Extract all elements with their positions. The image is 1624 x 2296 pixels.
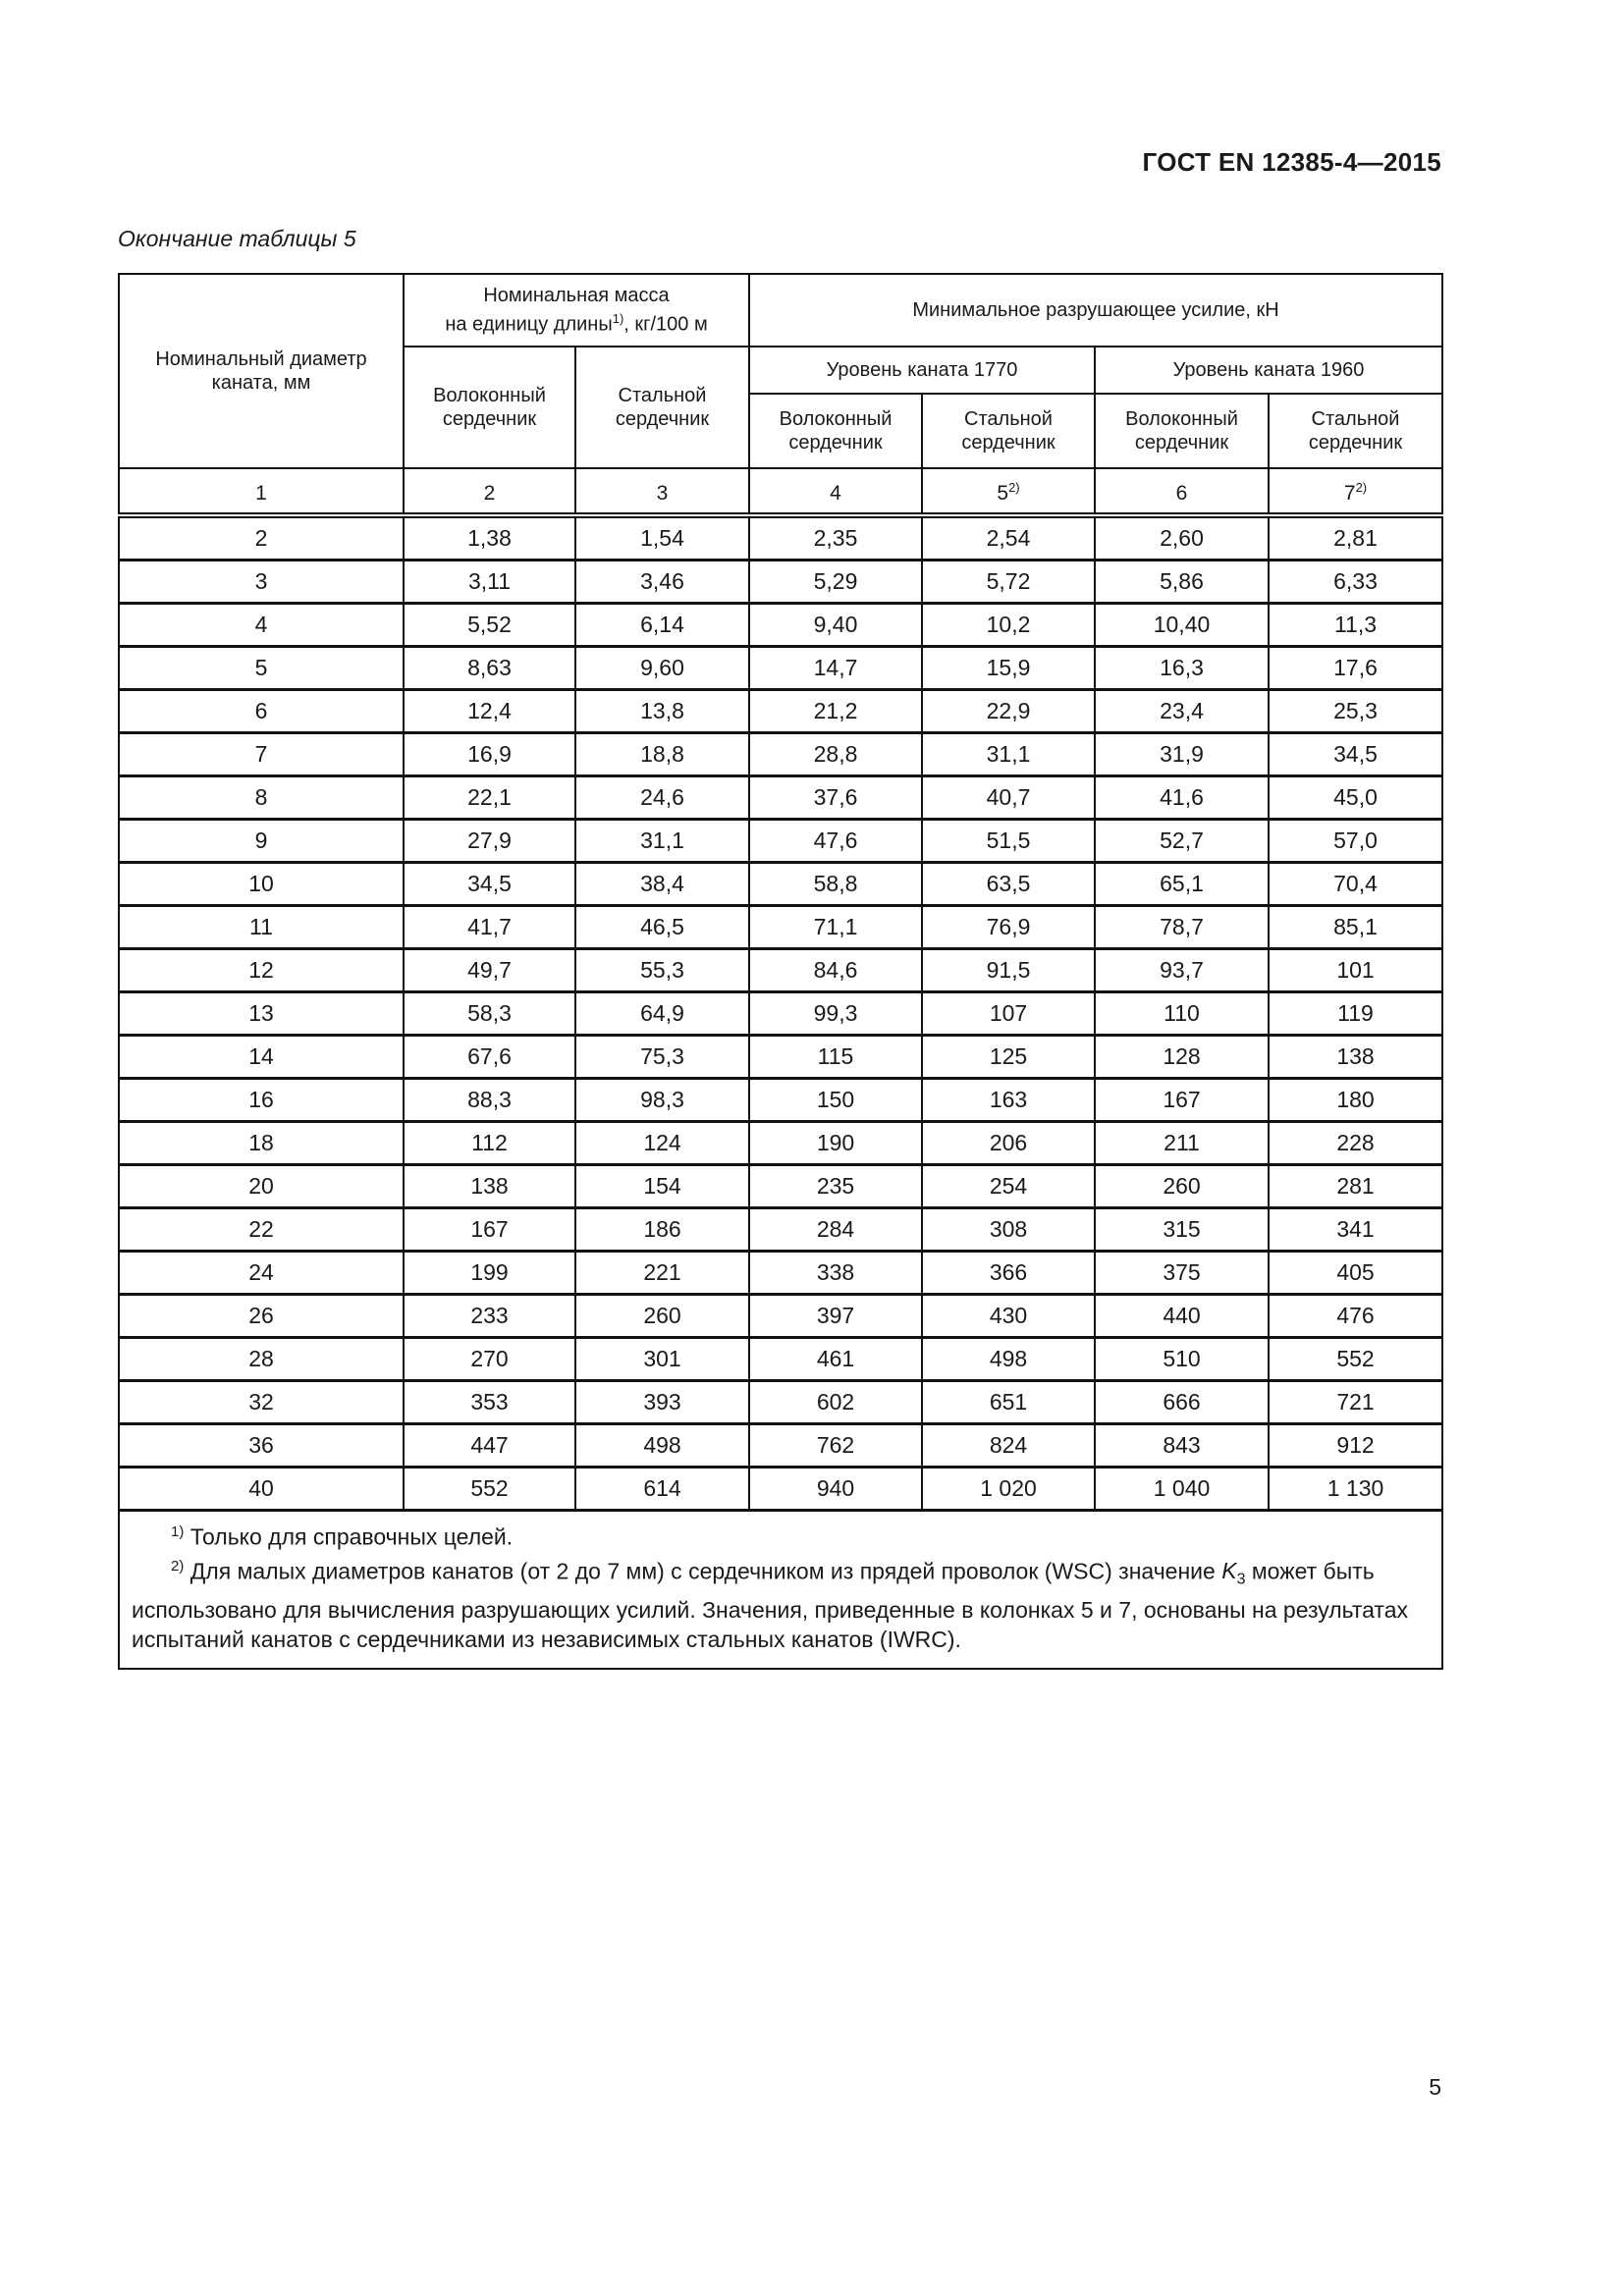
cell-value: 125 — [922, 1036, 1095, 1079]
cell-value: 27,9 — [404, 820, 575, 863]
cell-value: 666 — [1095, 1381, 1269, 1424]
column-number: 2 — [404, 468, 575, 515]
cell-value: 366 — [922, 1252, 1095, 1295]
table-caption: Окончание таблицы 5 — [118, 226, 356, 251]
header-mass-unit: , кг/100 м — [623, 313, 708, 336]
cell-value: 154 — [575, 1165, 749, 1208]
cell-value: 912 — [1269, 1424, 1442, 1468]
cell-value: 8,63 — [404, 647, 575, 690]
cell-value: 67,6 — [404, 1036, 575, 1079]
cell-value: 31,9 — [1095, 733, 1269, 776]
header-nominal-mass — [404, 274, 749, 347]
cell-value: 211 — [1095, 1122, 1269, 1165]
table-footnotes — [119, 1511, 1442, 1669]
cell-value: 393 — [575, 1381, 749, 1424]
table-row — [119, 1036, 1442, 1079]
cell-value: 721 — [1269, 1381, 1442, 1424]
cell-diameter: 22 — [119, 1208, 404, 1252]
rope-table-container — [118, 273, 1441, 1670]
cell-value: 260 — [1095, 1165, 1269, 1208]
cell-value: 22,9 — [922, 690, 1095, 733]
cell-value: 281 — [1269, 1165, 1442, 1208]
cell-value: 405 — [1269, 1252, 1442, 1295]
cell-value: 498 — [922, 1338, 1095, 1381]
header-grade-1960: Уровень каната 1960 — [1095, 347, 1442, 394]
cell-value: 128 — [1095, 1036, 1269, 1079]
cell-value: 254 — [922, 1165, 1095, 1208]
table-row — [119, 949, 1442, 992]
cell-value: 397 — [749, 1295, 922, 1338]
cell-value: 64,9 — [575, 992, 749, 1036]
cell-value: 301 — [575, 1338, 749, 1381]
cell-value: 1,54 — [575, 515, 749, 561]
cell-value: 21,2 — [749, 690, 922, 733]
cell-value: 11,3 — [1269, 604, 1442, 647]
cell-value: 308 — [922, 1208, 1095, 1252]
table-row — [119, 1079, 1442, 1122]
cell-value: 824 — [922, 1424, 1095, 1468]
cell-value: 46,5 — [575, 906, 749, 949]
cell-value: 24,6 — [575, 776, 749, 820]
table-row — [119, 561, 1442, 604]
cell-value: 2,54 — [922, 515, 1095, 561]
footnote-1: $^{1)}$ Только для справочных целей. — [171, 1523, 514, 1550]
table-row — [119, 1165, 1442, 1208]
cell-value: 70,4 — [1269, 863, 1442, 906]
header-min-breaking-force: Минимальное разрушающее усилие, кН — [749, 274, 1442, 347]
cell-value: 55,3 — [575, 949, 749, 992]
header-1770-steel-core: Стальной сердечник — [922, 394, 1095, 468]
column-number-row — [119, 468, 1442, 515]
header-mass-line2: на единицу длины — [445, 313, 613, 336]
cell-diameter: 16 — [119, 1079, 404, 1122]
cell-value: 138 — [404, 1165, 575, 1208]
k3-symbol: $K_3$ — [1221, 1558, 1246, 1588]
cell-diameter: 2 — [119, 515, 404, 561]
cell-diameter: 24 — [119, 1252, 404, 1295]
cell-value: 112 — [404, 1122, 575, 1165]
cell-value: 228 — [1269, 1122, 1442, 1165]
cell-value: 2,60 — [1095, 515, 1269, 561]
footnote-2: $^{2)}$ Для малых диаметров канатов (от 2 до 7 мм) с сердечником из прядей проволок (WSC) значение $K_3$ может быть использовано для вычисления разрушающих усилий. Значения, приведенные в колонках 5 и 7, основаны на результатах испытаний канатов с сердечниками из независимых стальных канатов (IWRC). — [132, 1557, 1408, 1652]
cell-value: 115 — [749, 1036, 922, 1079]
cell-value: 107 — [922, 992, 1095, 1036]
cell-value: 23,4 — [1095, 690, 1269, 733]
header-1960-fibre-core: Волоконный сердечник — [1095, 394, 1269, 468]
header-nominal-diameter: Номинальный диаметр каната, мм — [119, 274, 404, 468]
cell-value: 71,1 — [749, 906, 922, 949]
cell-value: 233 — [404, 1295, 575, 1338]
cell-value: 40,7 — [922, 776, 1095, 820]
cell-value: 510 — [1095, 1338, 1269, 1381]
cell-diameter: 10 — [119, 863, 404, 906]
cell-value: 16,9 — [404, 733, 575, 776]
cell-value: 315 — [1095, 1208, 1269, 1252]
cell-value: 430 — [922, 1295, 1095, 1338]
table-row — [119, 1468, 1442, 1511]
cell-value: 58,3 — [404, 992, 575, 1036]
cell-diameter: 9 — [119, 820, 404, 863]
cell-value: 167 — [404, 1208, 575, 1252]
table-row — [119, 820, 1442, 863]
cell-value: 38,4 — [575, 863, 749, 906]
cell-value: 88,3 — [404, 1079, 575, 1122]
table-row — [119, 776, 1442, 820]
page-number: 5 — [1429, 2074, 1441, 2100]
cell-value: 16,3 — [1095, 647, 1269, 690]
table-row — [119, 1122, 1442, 1165]
cell-value: 440 — [1095, 1295, 1269, 1338]
cell-diameter: 20 — [119, 1165, 404, 1208]
cell-diameter: 32 — [119, 1381, 404, 1424]
table-row — [119, 604, 1442, 647]
cell-value: 119 — [1269, 992, 1442, 1036]
cell-value: 138 — [1269, 1036, 1442, 1079]
cell-value: 5,52 — [404, 604, 575, 647]
column-number: 7$^{2)}$ — [1269, 468, 1442, 515]
cell-value: 34,5 — [1269, 733, 1442, 776]
cell-value: 45,0 — [1269, 776, 1442, 820]
cell-value: 101 — [1269, 949, 1442, 992]
cell-value: 476 — [1269, 1295, 1442, 1338]
cell-diameter: 18 — [119, 1122, 404, 1165]
header-mass-steel-core: Стальной сердечник — [575, 347, 749, 468]
cell-value: 1 020 — [922, 1468, 1095, 1511]
cell-value: 940 — [749, 1468, 922, 1511]
cell-value: 22,1 — [404, 776, 575, 820]
cell-value: 498 — [575, 1424, 749, 1468]
column-number: 6 — [1095, 468, 1269, 515]
cell-value: 260 — [575, 1295, 749, 1338]
cell-value: 91,5 — [922, 949, 1095, 992]
cell-value: 93,7 — [1095, 949, 1269, 992]
cell-value: 602 — [749, 1381, 922, 1424]
cell-diameter: 14 — [119, 1036, 404, 1079]
cell-diameter: 3 — [119, 561, 404, 604]
cell-value: 1 130 — [1269, 1468, 1442, 1511]
cell-diameter: 7 — [119, 733, 404, 776]
cell-value: 10,40 — [1095, 604, 1269, 647]
header-1960-steel-core: Стальной сердечник — [1269, 394, 1442, 468]
cell-diameter: 5 — [119, 647, 404, 690]
table-row — [119, 992, 1442, 1036]
cell-value: 99,3 — [749, 992, 922, 1036]
rope-properties-table — [118, 273, 1443, 1670]
cell-value: 58,8 — [749, 863, 922, 906]
cell-value: 5,29 — [749, 561, 922, 604]
cell-value: 98,3 — [575, 1079, 749, 1122]
cell-value: 76,9 — [922, 906, 1095, 949]
table-row — [119, 647, 1442, 690]
cell-value: 338 — [749, 1252, 922, 1295]
cell-value: 85,1 — [1269, 906, 1442, 949]
table-row — [119, 1338, 1442, 1381]
cell-value: 3,11 — [404, 561, 575, 604]
cell-value: 75,3 — [575, 1036, 749, 1079]
cell-diameter: 4 — [119, 604, 404, 647]
cell-diameter: 36 — [119, 1424, 404, 1468]
cell-value: 762 — [749, 1424, 922, 1468]
cell-value: 9,40 — [749, 604, 922, 647]
cell-value: 17,6 — [1269, 647, 1442, 690]
cell-value: 6,14 — [575, 604, 749, 647]
cell-value: 15,9 — [922, 647, 1095, 690]
cell-diameter: 40 — [119, 1468, 404, 1511]
cell-value: 1 040 — [1095, 1468, 1269, 1511]
cell-diameter: 6 — [119, 690, 404, 733]
cell-value: 13,8 — [575, 690, 749, 733]
cell-diameter: 13 — [119, 992, 404, 1036]
cell-value: 63,5 — [922, 863, 1095, 906]
cell-value: 353 — [404, 1381, 575, 1424]
cell-value: 843 — [1095, 1424, 1269, 1468]
cell-value: 5,86 — [1095, 561, 1269, 604]
cell-value: 14,7 — [749, 647, 922, 690]
table-row — [119, 515, 1442, 561]
cell-value: 18,8 — [575, 733, 749, 776]
cell-value: 163 — [922, 1079, 1095, 1122]
cell-value: 150 — [749, 1079, 922, 1122]
cell-value: 235 — [749, 1165, 922, 1208]
column-number: 4 — [749, 468, 922, 515]
cell-value: 9,60 — [575, 647, 749, 690]
cell-value: 552 — [404, 1468, 575, 1511]
table-body — [119, 515, 1442, 1511]
header-grade-1770: Уровень каната 1770 — [749, 347, 1095, 394]
cell-value: 270 — [404, 1338, 575, 1381]
cell-diameter: 8 — [119, 776, 404, 820]
cell-value: 461 — [749, 1338, 922, 1381]
cell-value: 2,81 — [1269, 515, 1442, 561]
column-number: 5$^{2)}$ — [922, 468, 1095, 515]
footnote-ref-1: 1) — [612, 311, 624, 327]
header-mass-fibre-core: Волоконный сердечник — [404, 347, 575, 468]
cell-diameter: 12 — [119, 949, 404, 992]
column-number: 3 — [575, 468, 749, 515]
cell-value: 57,0 — [1269, 820, 1442, 863]
cell-value: 1,38 — [404, 515, 575, 561]
cell-diameter: 26 — [119, 1295, 404, 1338]
cell-value: 614 — [575, 1468, 749, 1511]
cell-value: 186 — [575, 1208, 749, 1252]
cell-value: 78,7 — [1095, 906, 1269, 949]
table-row — [119, 690, 1442, 733]
cell-value: 5,72 — [922, 561, 1095, 604]
cell-value: 31,1 — [575, 820, 749, 863]
table-row — [119, 1295, 1442, 1338]
cell-value: 552 — [1269, 1338, 1442, 1381]
cell-value: 41,6 — [1095, 776, 1269, 820]
cell-value: 199 — [404, 1252, 575, 1295]
table-row — [119, 1252, 1442, 1295]
cell-value: 3,46 — [575, 561, 749, 604]
cell-value: 206 — [922, 1122, 1095, 1165]
cell-value: 447 — [404, 1424, 575, 1468]
cell-value: 10,2 — [922, 604, 1095, 647]
cell-value: 375 — [1095, 1252, 1269, 1295]
table-row — [119, 1381, 1442, 1424]
table-row — [119, 863, 1442, 906]
header-mass-line1: Номинальная масса — [483, 285, 670, 307]
cell-value: 341 — [1269, 1208, 1442, 1252]
table-row — [119, 1424, 1442, 1468]
cell-value: 52,7 — [1095, 820, 1269, 863]
cell-value: 190 — [749, 1122, 922, 1165]
cell-value: 37,6 — [749, 776, 922, 820]
cell-value: 12,4 — [404, 690, 575, 733]
cell-value: 47,6 — [749, 820, 922, 863]
cell-value: 41,7 — [404, 906, 575, 949]
cell-value: 84,6 — [749, 949, 922, 992]
cell-value: 2,35 — [749, 515, 922, 561]
cell-value: 284 — [749, 1208, 922, 1252]
header-1770-fibre-core: Волоконный сердечник — [749, 394, 922, 468]
cell-value: 25,3 — [1269, 690, 1442, 733]
cell-value: 51,5 — [922, 820, 1095, 863]
column-number: 1 — [119, 468, 404, 515]
cell-diameter: 11 — [119, 906, 404, 949]
cell-diameter: 28 — [119, 1338, 404, 1381]
cell-value: 31,1 — [922, 733, 1095, 776]
cell-value: 28,8 — [749, 733, 922, 776]
table-row — [119, 1208, 1442, 1252]
cell-value: 167 — [1095, 1079, 1269, 1122]
table-row — [119, 906, 1442, 949]
document-header: ГОСТ EN 12385-4—2015 — [1142, 147, 1441, 177]
cell-value: 34,5 — [404, 863, 575, 906]
cell-value: 6,33 — [1269, 561, 1442, 604]
cell-value: 110 — [1095, 992, 1269, 1036]
table-row — [119, 733, 1442, 776]
cell-value: 221 — [575, 1252, 749, 1295]
cell-value: 124 — [575, 1122, 749, 1165]
cell-value: 49,7 — [404, 949, 575, 992]
cell-value: 651 — [922, 1381, 1095, 1424]
cell-value: 180 — [1269, 1079, 1442, 1122]
cell-value: 65,1 — [1095, 863, 1269, 906]
